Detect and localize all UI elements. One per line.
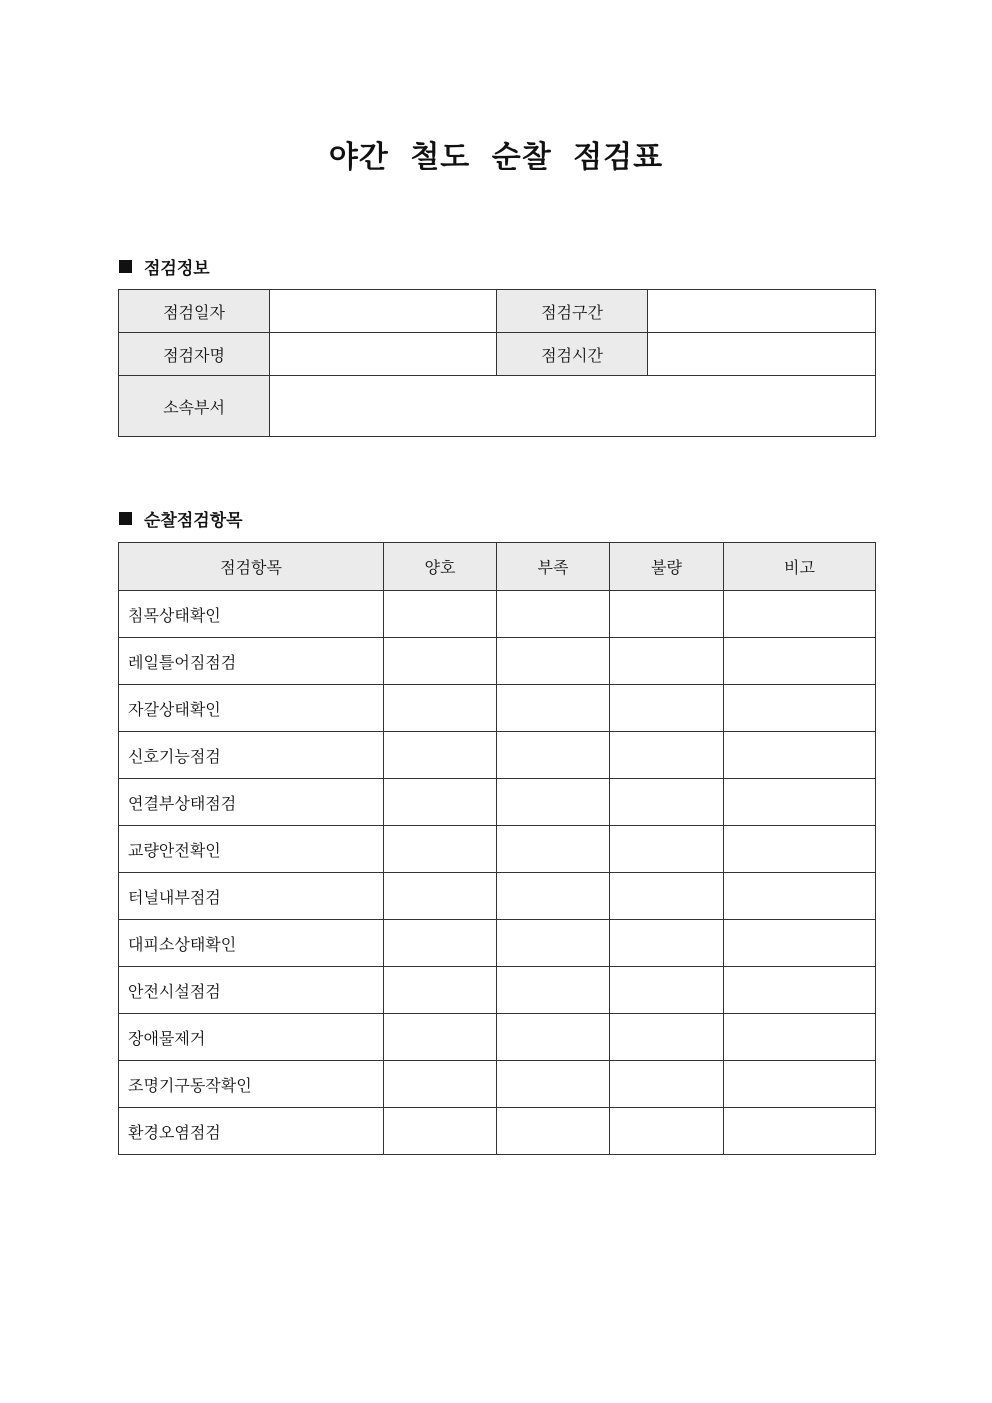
label-date: 점검일자: [119, 290, 270, 333]
check-item-label: 안전시설점검: [119, 967, 384, 1014]
check-item-label: 장애물제거: [119, 1014, 384, 1061]
bad-cell[interactable]: [610, 967, 724, 1014]
insufficient-cell[interactable]: [497, 591, 610, 638]
square-bullet-icon: [119, 512, 132, 525]
good-cell[interactable]: [384, 826, 497, 873]
remarks-cell[interactable]: [724, 685, 876, 732]
table-row: [119, 967, 876, 1014]
section-title-info: [119, 254, 210, 279]
insufficient-cell[interactable]: [497, 967, 610, 1014]
good-cell[interactable]: [384, 1108, 497, 1155]
table-row: [119, 920, 876, 967]
good-cell[interactable]: [384, 1061, 497, 1108]
remarks-cell[interactable]: [724, 638, 876, 685]
value-date[interactable]: [270, 290, 497, 333]
checklist-table: [118, 542, 876, 1155]
remarks-cell[interactable]: [724, 779, 876, 826]
check-item-label: 조명기구동작확인: [119, 1061, 384, 1108]
section-title-info-label: 점검정보: [144, 259, 210, 279]
remarks-cell[interactable]: [724, 967, 876, 1014]
bad-cell[interactable]: [610, 1014, 724, 1061]
bad-cell[interactable]: [610, 638, 724, 685]
page-title: 야간 철도 순찰 점검표: [328, 140, 664, 175]
value-time[interactable]: [648, 333, 876, 376]
inspection-info-table: [118, 289, 876, 437]
insufficient-cell[interactable]: [497, 873, 610, 920]
insufficient-cell[interactable]: [497, 732, 610, 779]
insufficient-cell[interactable]: [497, 1108, 610, 1155]
insufficient-cell[interactable]: [497, 1061, 610, 1108]
value-department[interactable]: [270, 376, 876, 437]
section-title-checklist-label: 순찰점검항목: [144, 511, 243, 531]
check-item-label: 연결부상태점검: [119, 779, 384, 826]
value-inspector[interactable]: [270, 333, 497, 376]
label-section: 점검구간: [497, 290, 648, 333]
check-item-label: 침목상태확인: [119, 591, 384, 638]
label-inspector: 점검자명: [119, 333, 270, 376]
table-row: [119, 779, 876, 826]
check-item-label: 신호기능점검: [119, 732, 384, 779]
header-bad: 불량: [610, 543, 724, 591]
insufficient-cell[interactable]: [497, 1014, 610, 1061]
header-good: 양호: [384, 543, 497, 591]
good-cell[interactable]: [384, 873, 497, 920]
bad-cell[interactable]: [610, 779, 724, 826]
table-row: [119, 732, 876, 779]
remarks-cell[interactable]: [724, 1061, 876, 1108]
bad-cell[interactable]: [610, 1108, 724, 1155]
value-section[interactable]: [648, 290, 876, 333]
good-cell[interactable]: [384, 638, 497, 685]
bad-cell[interactable]: [610, 732, 724, 779]
bad-cell[interactable]: [610, 685, 724, 732]
remarks-cell[interactable]: [724, 591, 876, 638]
table-row: [119, 1061, 876, 1108]
insufficient-cell[interactable]: [497, 685, 610, 732]
remarks-cell[interactable]: [724, 826, 876, 873]
header-insufficient: 부족: [497, 543, 610, 591]
bad-cell[interactable]: [610, 920, 724, 967]
bad-cell[interactable]: [610, 826, 724, 873]
check-item-label: 대피소상태확인: [119, 920, 384, 967]
remarks-cell[interactable]: [724, 920, 876, 967]
table-row: [119, 873, 876, 920]
bad-cell[interactable]: [610, 591, 724, 638]
section-title-checklist: [119, 506, 243, 531]
good-cell[interactable]: [384, 920, 497, 967]
label-time: 점검시간: [497, 333, 648, 376]
remarks-cell[interactable]: [724, 873, 876, 920]
check-item-label: 레일틀어짐점검: [119, 638, 384, 685]
insufficient-cell[interactable]: [497, 826, 610, 873]
remarks-cell[interactable]: [724, 1014, 876, 1061]
remarks-cell[interactable]: [724, 1108, 876, 1155]
remarks-cell[interactable]: [724, 732, 876, 779]
check-item-label: 교량안전확인: [119, 826, 384, 873]
square-bullet-icon: [119, 260, 132, 273]
table-row: [119, 638, 876, 685]
insufficient-cell[interactable]: [497, 638, 610, 685]
check-item-label: 환경오염점검: [119, 1108, 384, 1155]
header-item: 점검항목: [119, 543, 384, 591]
good-cell[interactable]: [384, 732, 497, 779]
header-remarks: 비고: [724, 543, 876, 591]
table-row: [119, 591, 876, 638]
table-row: [119, 685, 876, 732]
table-row: [119, 1108, 876, 1155]
insufficient-cell[interactable]: [497, 920, 610, 967]
table-row: [119, 826, 876, 873]
good-cell[interactable]: [384, 685, 497, 732]
label-department: 소속부서: [119, 376, 270, 437]
bad-cell[interactable]: [610, 873, 724, 920]
check-item-label: 자갈상태확인: [119, 685, 384, 732]
table-row: [119, 1014, 876, 1061]
good-cell[interactable]: [384, 1014, 497, 1061]
good-cell[interactable]: [384, 591, 497, 638]
good-cell[interactable]: [384, 779, 497, 826]
check-item-label: 터널내부점검: [119, 873, 384, 920]
bad-cell[interactable]: [610, 1061, 724, 1108]
good-cell[interactable]: [384, 967, 497, 1014]
insufficient-cell[interactable]: [497, 779, 610, 826]
